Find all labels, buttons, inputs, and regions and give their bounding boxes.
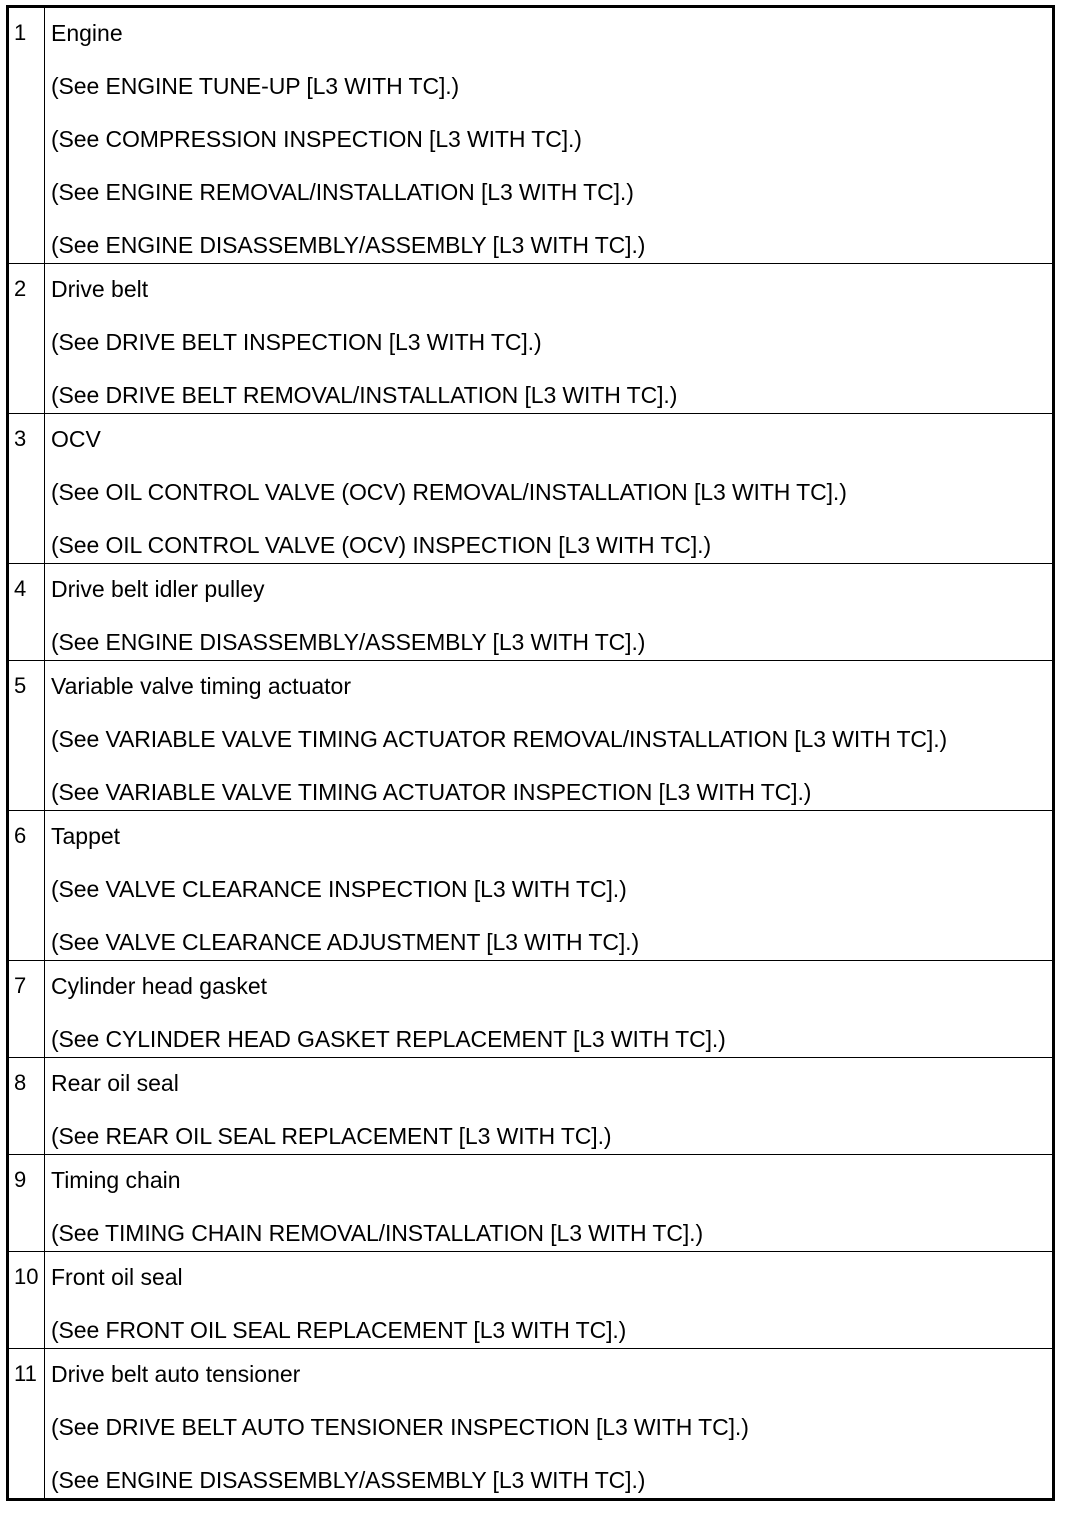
procedure-reference: (See VARIABLE VALVE TIMING ACTUATOR INSPECTION [L3 WITH TC].) <box>51 779 812 805</box>
item-content <box>45 1349 1054 1500</box>
component-name: Front oil seal <box>51 1264 183 1290</box>
procedure-reference: (See DRIVE BELT INSPECTION [L3 WITH TC].) <box>51 329 542 355</box>
item-content <box>45 264 1054 414</box>
component-name: Rear oil seal <box>51 1070 179 1096</box>
procedure-reference: (See TIMING CHAIN REMOVAL/INSTALLATION [L3 WITH TC].) <box>51 1220 704 1246</box>
procedure-reference: (See CYLINDER HEAD GASKET REPLACEMENT [L3 WITH TC].) <box>51 1026 726 1052</box>
procedure-reference: (See COMPRESSION INSPECTION [L3 WITH TC].) <box>51 126 582 152</box>
item-number: 10 <box>8 1252 45 1349</box>
procedure-reference: (See ENGINE TUNE-UP [L3 WITH TC].) <box>51 73 460 99</box>
item-number: 4 <box>8 564 45 661</box>
item-content <box>45 7 1054 264</box>
item-content <box>45 1155 1054 1252</box>
component-name: Drive belt idler pulley <box>51 576 265 602</box>
item-number: 9 <box>8 1155 45 1252</box>
procedure-reference: (See VARIABLE VALVE TIMING ACTUATOR REMOVAL/INSTALLATION [L3 WITH TC].) <box>51 726 948 752</box>
table-row <box>8 1349 1054 1500</box>
component-name: Drive belt auto tensioner <box>51 1361 301 1387</box>
item-number: 7 <box>8 961 45 1058</box>
item-content <box>45 811 1054 961</box>
table-row <box>8 264 1054 414</box>
component-name: Engine <box>51 20 123 46</box>
procedure-reference: (See ENGINE DISASSEMBLY/ASSEMBLY [L3 WITH TC].) <box>51 629 646 655</box>
item-number: 1 <box>8 7 45 264</box>
table-row <box>8 1058 1054 1155</box>
component-name: OCV <box>51 426 101 452</box>
procedure-reference: (See VALVE CLEARANCE INSPECTION [L3 WITH TC].) <box>51 876 627 902</box>
item-content <box>45 1252 1054 1349</box>
procedure-reference: (See REAR OIL SEAL REPLACEMENT [L3 WITH TC].) <box>51 1123 612 1149</box>
table-row <box>8 564 1054 661</box>
item-content <box>45 564 1054 661</box>
component-name: Variable valve timing actuator <box>51 673 351 699</box>
procedure-reference: (See VALVE CLEARANCE ADJUSTMENT [L3 WITH TC].) <box>51 929 639 955</box>
table-row <box>8 7 1054 264</box>
procedure-reference: (See FRONT OIL SEAL REPLACEMENT [L3 WITH TC].) <box>51 1317 627 1343</box>
component-name: Tappet <box>51 823 121 849</box>
component-name: Timing chain <box>51 1167 181 1193</box>
procedure-reference: (See DRIVE BELT AUTO TENSIONER INSPECTION [L3 WITH TC].) <box>51 1414 749 1440</box>
item-content <box>45 961 1054 1058</box>
item-content <box>45 1058 1054 1155</box>
item-number: 5 <box>8 661 45 811</box>
component-reference-table <box>6 5 1055 1501</box>
table-body <box>8 7 1054 1500</box>
component-name: Cylinder head gasket <box>51 973 268 999</box>
procedure-reference: (See ENGINE REMOVAL/INSTALLATION [L3 WITH TC].) <box>51 179 634 205</box>
component-name: Drive belt <box>51 276 149 302</box>
item-number: 6 <box>8 811 45 961</box>
procedure-reference: (See ENGINE DISASSEMBLY/ASSEMBLY [L3 WITH TC].) <box>51 232 646 258</box>
procedure-reference: (See OIL CONTROL VALVE (OCV) INSPECTION [L3 WITH TC].) <box>51 532 712 558</box>
table-row <box>8 414 1054 564</box>
item-number: 2 <box>8 264 45 414</box>
procedure-reference: (See OIL CONTROL VALVE (OCV) REMOVAL/INSTALLATION [L3 WITH TC].) <box>51 479 847 505</box>
table-row <box>8 811 1054 961</box>
procedure-reference: (See DRIVE BELT REMOVAL/INSTALLATION [L3 WITH TC].) <box>51 382 678 408</box>
table-row <box>8 1252 1054 1349</box>
table-row <box>8 961 1054 1058</box>
table-row <box>8 1155 1054 1252</box>
item-number: 8 <box>8 1058 45 1155</box>
table-row <box>8 661 1054 811</box>
item-number: 3 <box>8 414 45 564</box>
item-content <box>45 414 1054 564</box>
procedure-reference: (See ENGINE DISASSEMBLY/ASSEMBLY [L3 WITH TC].) <box>51 1467 646 1493</box>
item-content <box>45 661 1054 811</box>
item-number: 11 <box>8 1349 45 1500</box>
